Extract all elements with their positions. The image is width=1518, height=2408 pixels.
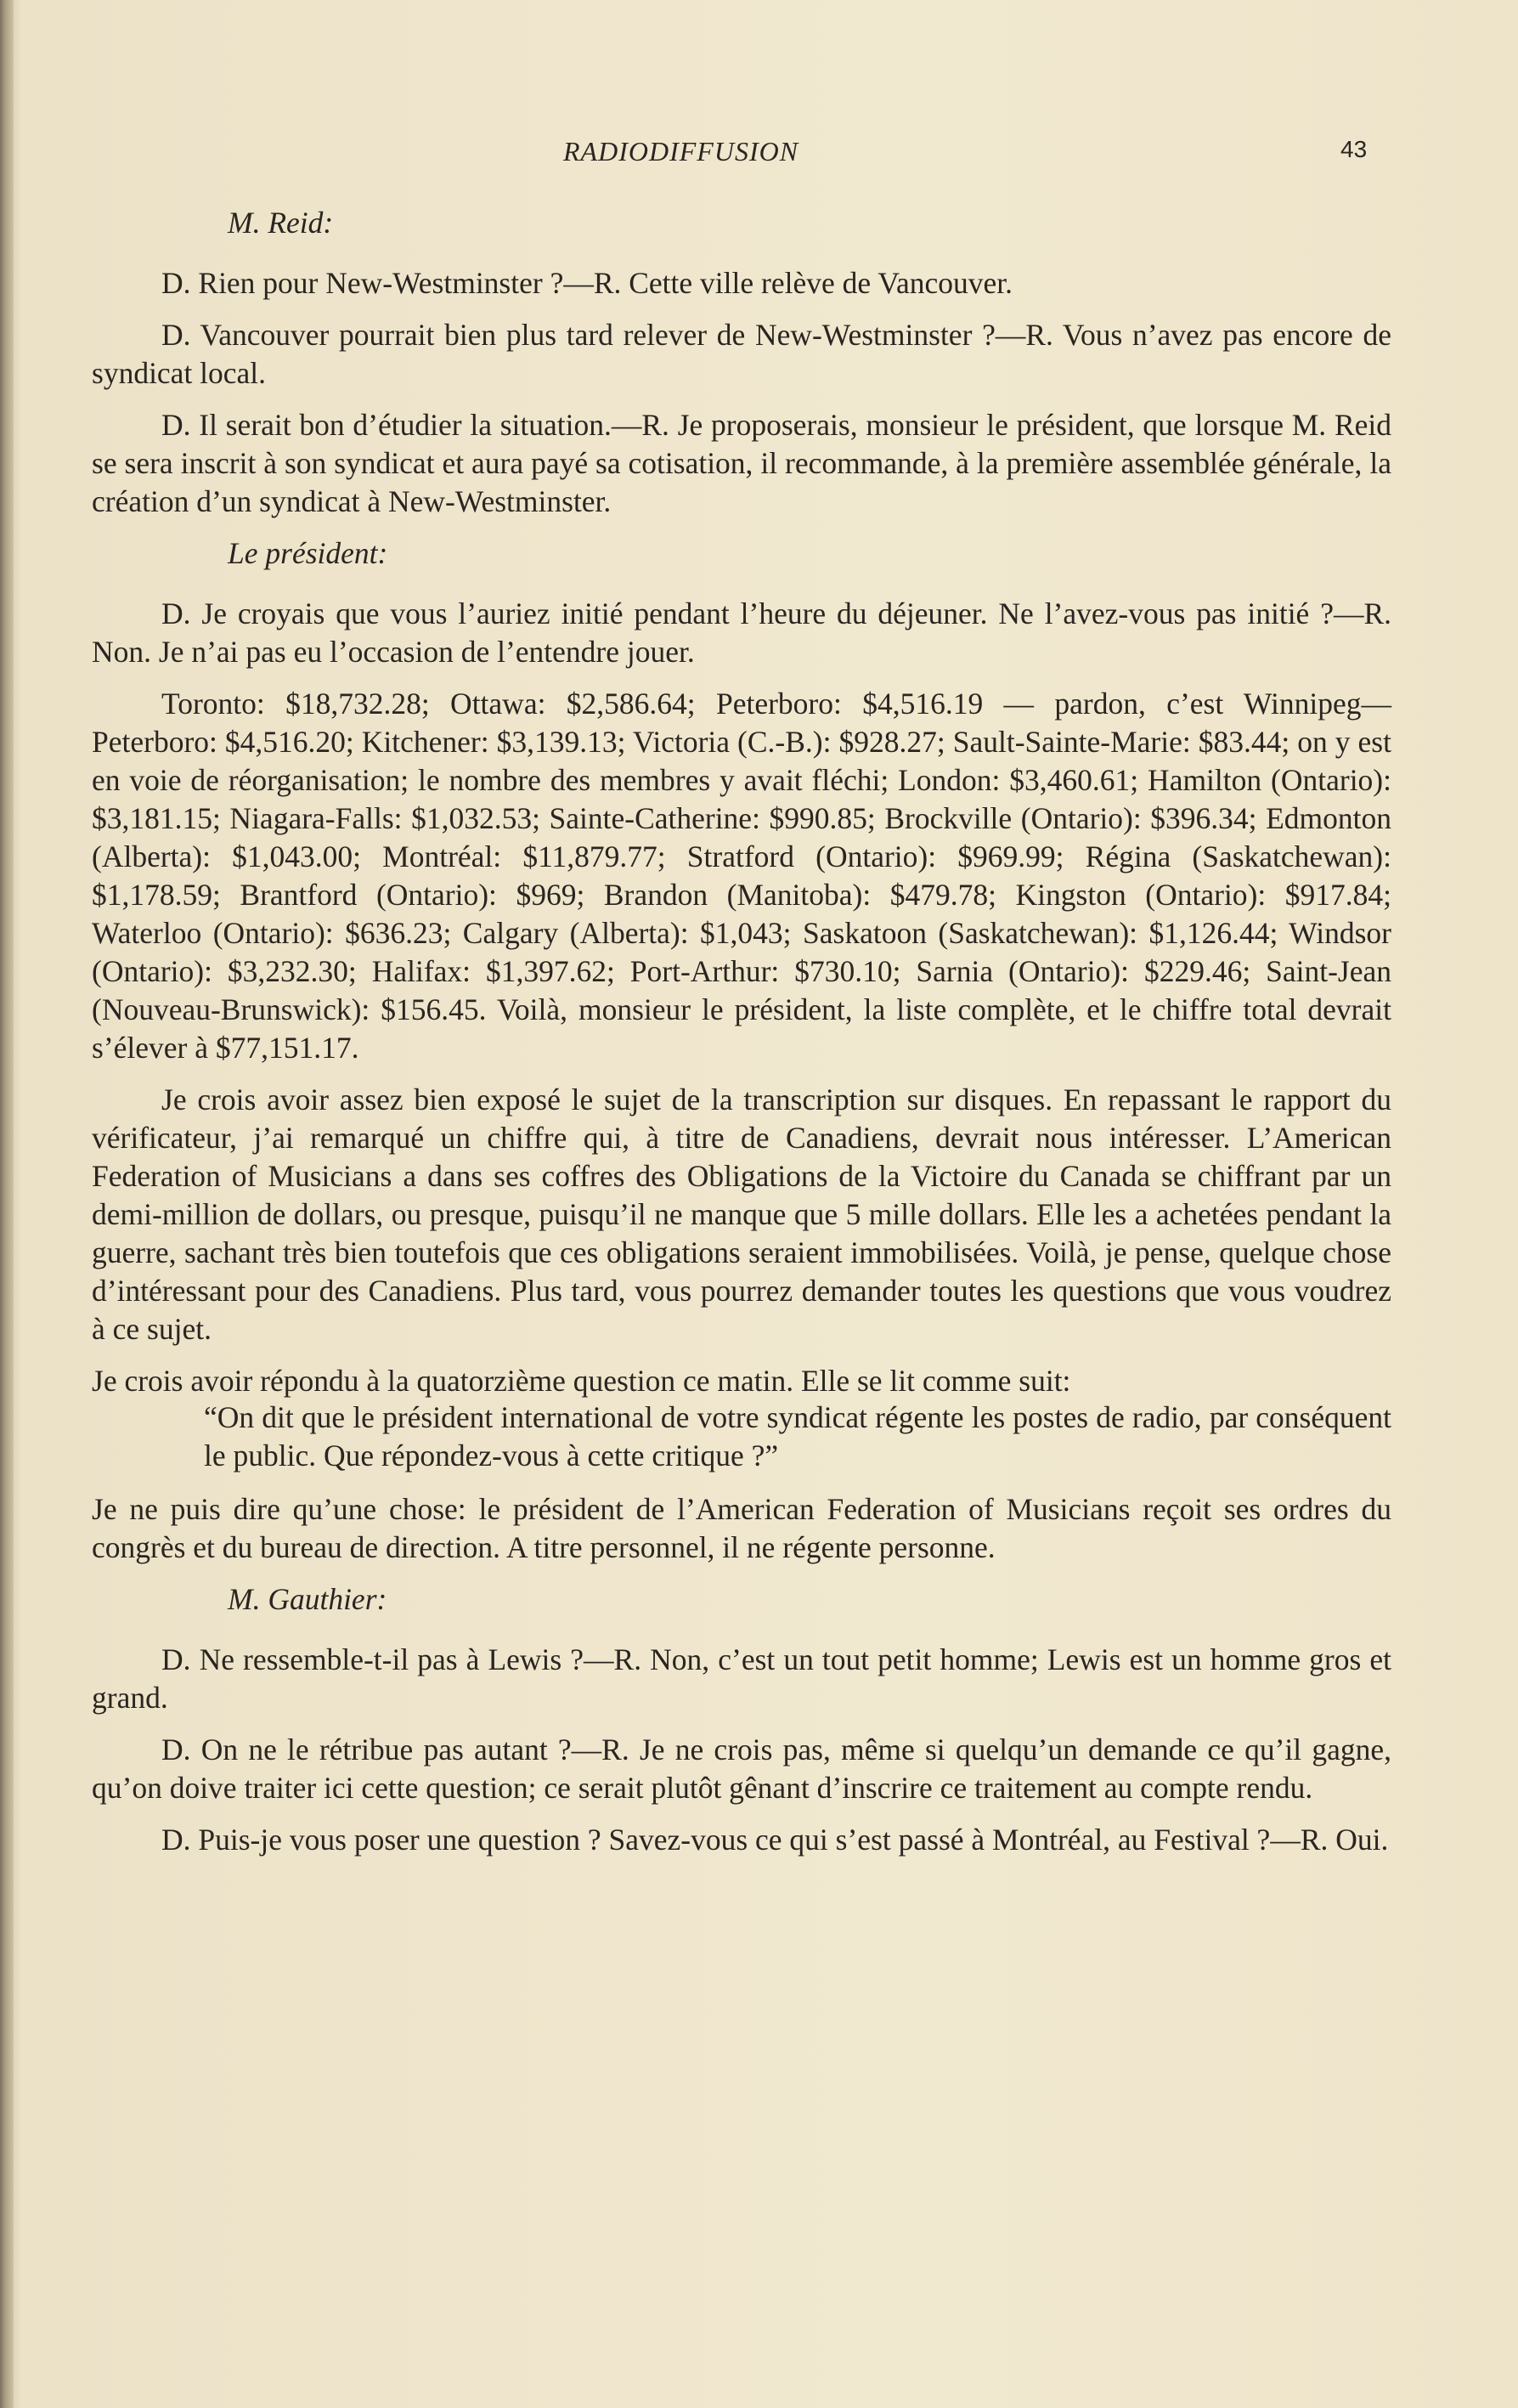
book-spine-edge — [0, 0, 14, 2408]
speaker-label-reid: M. Reid: — [228, 206, 334, 240]
paragraph: D. Rien pour New-Westminster ?—R. Cette ville relève de Vancouver. — [161, 266, 1013, 300]
paragraph: D. Je croyais que vous l’auriez initié pendant l’heure du déjeuner. Ne l’avez-vous pas initié ?—R. Non. Je n’ai pas eu l’occasion de l’entendre jouer. — [92, 596, 1391, 669]
paragraph: D. Il serait bon d’étudier la situation.—R. Je proposerais, monsieur le président, que lorsque M. Reid se sera inscrit à son syndicat et aura payé sa cotisation, il recommande, à la première assemblée générale, la création d’un syndicat à New-Westminster. — [92, 408, 1391, 518]
speaker-label-president: Le président: — [228, 536, 388, 570]
speaker-label-gauthier: M. Gauthier: — [228, 1582, 387, 1616]
block-quote: “On dit que le président international de votre syndicat régente les postes de radio, par conséquent le public. Que répondez-vous à cette critique ?” — [204, 1400, 1391, 1472]
running-title: RADIODIFFUSION — [563, 136, 799, 167]
paragraph: Je ne puis dire qu’une chose: le président de l’American Federation of Musicians reçoit ses ordres du congrès et du bureau de direction. A titre personnel, il ne régente personne. — [92, 1492, 1391, 1564]
paragraph: D. Vancouver pourrait bien plus tard relever de New-Westminster ?—R. Vous n’avez pas encore de syndicat local. — [92, 318, 1391, 390]
running-header — [0, 136, 1518, 173]
paragraph: Je crois avoir assez bien exposé le sujet de la transcription sur disques. En repassant le rapport du vérificateur, j’ai remarqué un chiffre qui, à titre de Canadiens, devrait nous intéresser. L’American Federation of Musicians a dans ses coffres des Obligations de la Victoire du Canada se chiffrant par un demi-million de dollars, ou presque, puisqu’il ne manque que 5 mille dollars. Elle les a achetées pendant la guerre, sachant très bien toutefois que ces obligations seraient immobilisées. Voilà, je pense, quelque chose d’intéressant pour des Canadiens. Plus tard, vous pourrez demander toutes les questions que vous voudrez à ce sujet. — [92, 1082, 1391, 1346]
paragraph: D. Ne ressemble-t-il pas à Lewis ?—R. Non, c’est un tout petit homme; Lewis est un homme gros et grand. — [92, 1642, 1391, 1715]
page-body — [92, 204, 1391, 1873]
paragraph: D. On ne le rétribue pas autant ?—R. Je ne crois pas, même si quelqu’un demande ce qu’il gagne, qu’on doive traiter ici cette question; ce serait plutôt gênant d’inscrire ce traitement au compte rendu. — [92, 1733, 1391, 1805]
paragraph: D. Puis-je vous poser une question ? Savez-vous ce qui s’est passé à Montréal, au Festival ?—R. Oui. — [161, 1823, 1389, 1857]
page-number: 43 — [1340, 136, 1368, 162]
paragraph-city-list: Toronto: $18,732.28; Ottawa: $2,586.64; Peterboro: $4,516.19 — pardon, c’est Winnipeg—Peterboro: $4,516.20; Kitchener: $3,139.13; Victoria (C.-B.): $928.27; Sault-Sainte-Marie: $83.44; on y est en voie de réorganisation; le nombre des membres y avait fléchi; London: $3,460.61; Hamilton (Ontario): $3,181.15; Niagara-Falls: $1,032.53; Sainte-Catherine: $990.85; Brockville (Ontario): $396.34; Edmonton (Alberta): $1,043.00; Montréal: $11,879.77; Stratford (Ontario): $969.99; Régina (Saskatchewan): $1,178.59; Brantford (Ontario): $969; Brandon (Manitoba): $479.78; Kingston (Ontario): $917.84; Waterloo (Ontario): $636.23; Calgary (Alberta): $1,043; Saskatoon (Saskatchewan): $1,126.44; Windsor (Ontario): $3,232.30; Halifax: $1,397.62; Port-Arthur: $730.10; Sarnia (Ontario): $229.46; Saint-Jean (Nouveau-Brunswick): $156.45. Voilà, monsieur le président, la liste complète, et le chiffre total devrait s’élever à $77,151.17. — [92, 687, 1391, 1065]
paragraph: Je crois avoir répondu à la quatorzième question ce matin. Elle se lit comme suit: — [92, 1364, 1071, 1398]
